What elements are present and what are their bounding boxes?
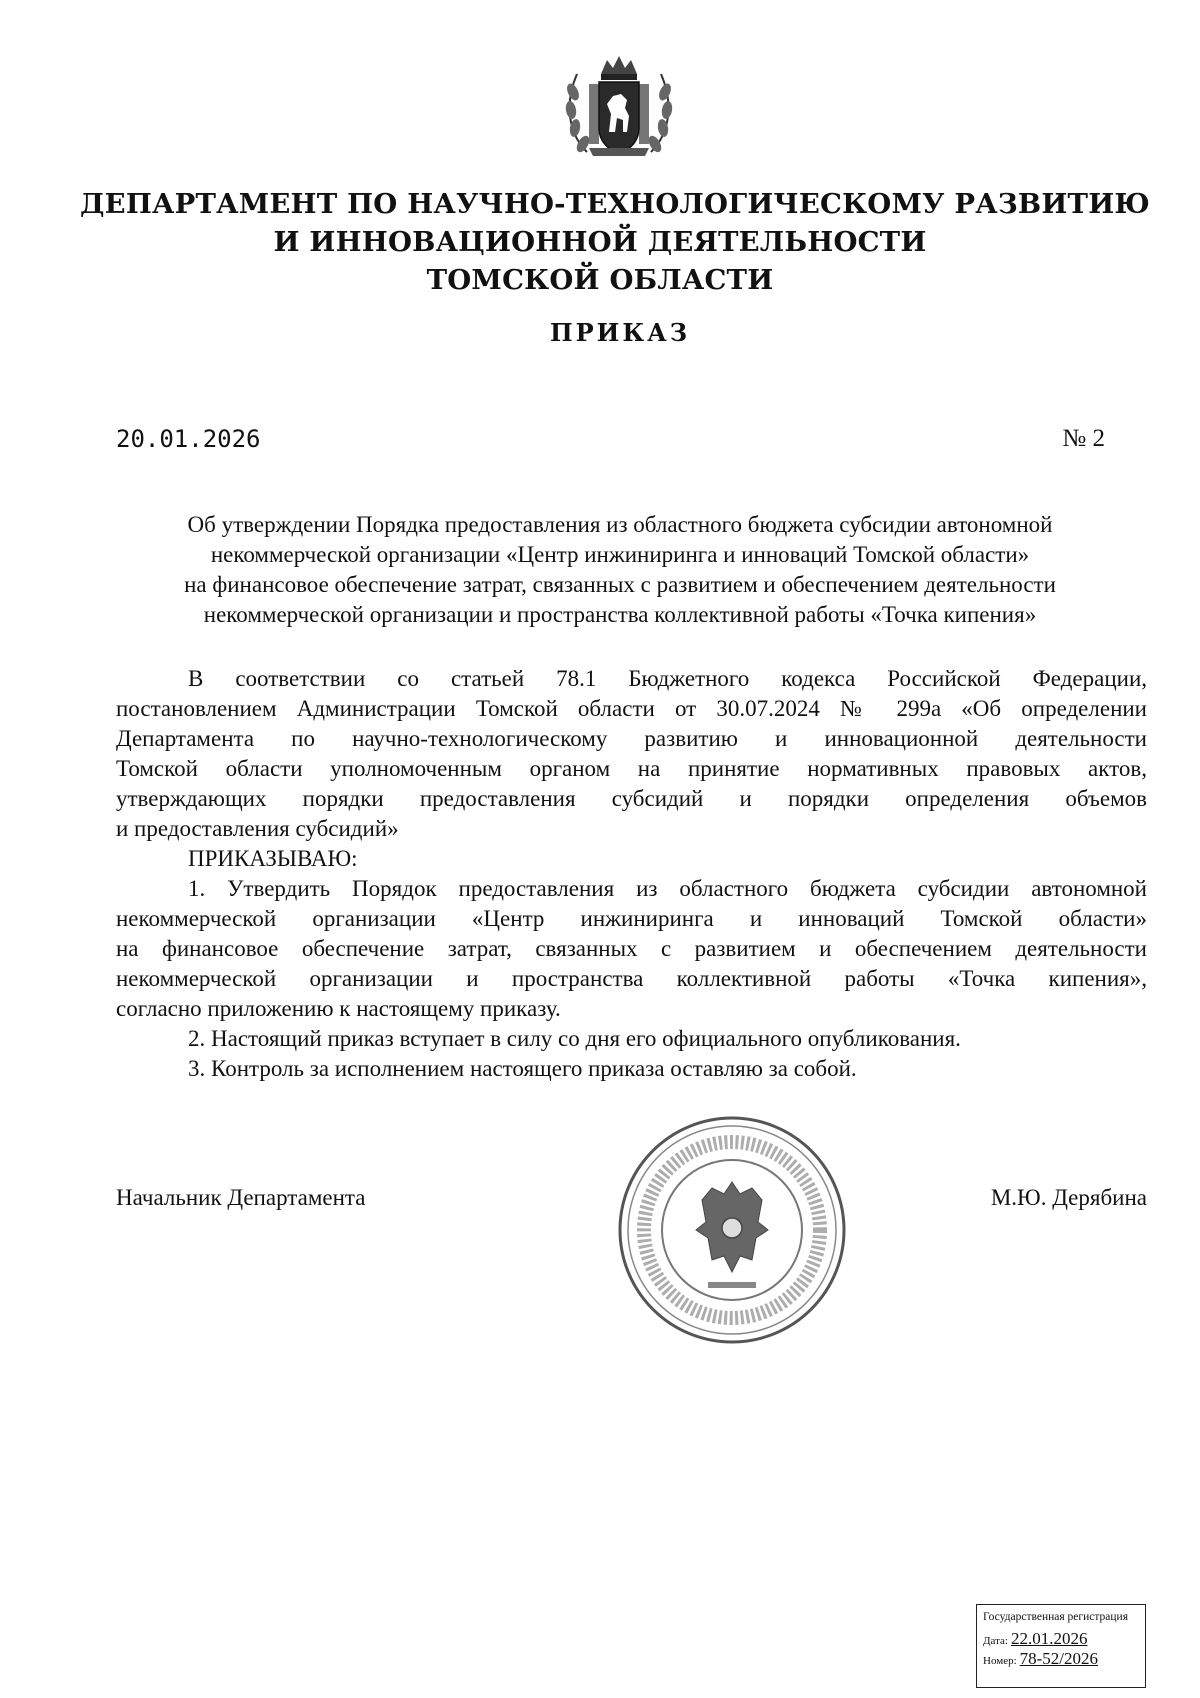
official-seal-icon: [612, 1110, 852, 1350]
preamble-line: Томской области уполномоченным органом на принятие нормативных правовых актов,: [116, 756, 1147, 781]
item-1-line: некоммерческой организации «Центр инжиниринга и инноваций Томской области»: [116, 906, 1147, 931]
signer-position: Начальник Департамента: [116, 1185, 366, 1210]
registration-number-value: 78-52/2026: [1019, 1649, 1099, 1668]
department-name-line: ТОМСКОЙ ОБЛАСТИ: [426, 264, 774, 296]
order-body: [116, 664, 1147, 1084]
registration-date-row: [983, 1631, 1139, 1649]
item-1-line: 1. Утвердить Порядок предоставления из областного бюджета субсидии автономной: [188, 876, 1147, 901]
order-number: № 2: [1062, 425, 1105, 452]
document-type-title: ПРИКАЗ: [549, 318, 691, 347]
registration-number-label: Номер:: [983, 1655, 1017, 1667]
order-subject: [100, 510, 1140, 630]
subject-line: на финансовое обеспечение затрат, связанных с развитием и обеспечением деятельности: [184, 572, 1056, 597]
subject-line: некоммерческой организации и пространства коллективной работы «Точка кипения»: [203, 602, 1037, 627]
subject-line: некоммерческой организации «Центр инжиниринга и инноваций Томской области»: [210, 542, 1030, 567]
preamble-line: В соответствии со статьей 78.1 Бюджетного кодекса Российской Федерации,: [188, 666, 1147, 691]
preamble-line: утверждающих порядки предоставления субсидий и порядки определения объемов: [116, 786, 1147, 811]
registration-date-label: Дата:: [983, 1635, 1008, 1647]
registration-number-row: [983, 1651, 1139, 1669]
department-name-line: ДЕПАРТАМЕНТ ПО НАУЧНО-ТЕХНОЛОГИЧЕСКОМУ РАЗВИТИЮ: [80, 188, 1150, 220]
subject-line: Об утверждении Порядка предоставления из областного бюджета субсидии автономной: [187, 512, 1053, 537]
signer-name: М.Ю. Дерябина: [990, 1185, 1147, 1210]
order-word: ПРИКАЗЫВАЮ:: [188, 846, 358, 871]
department-name-line: И ИННОВАЦИОННОЙ ДЕЯТЕЛЬНОСТИ: [273, 226, 927, 258]
preamble-line: постановлением Администрации Томской области от 30.07.2024 № 299а «Об определении: [116, 696, 1147, 721]
item-1-line: согласно приложению к настоящему приказу.: [116, 996, 561, 1021]
item-1-line: на финансовое обеспечение затрат, связанных с развитием и обеспечением деятельности: [116, 936, 1147, 961]
preamble-line: и предоставления субсидий»: [116, 816, 399, 841]
registration-title: Государственная регистрация: [983, 1611, 1128, 1623]
item-2: 2. Настоящий приказ вступает в силу со дня его официального опубликования.: [188, 1026, 961, 1051]
item-3: 3. Контроль за исполнением настоящего приказа оставляю за собой.: [188, 1056, 857, 1081]
department-name: [80, 185, 1150, 299]
registration-stamp: [976, 1604, 1146, 1688]
registration-date-value: 22.01.2026: [1010, 1629, 1088, 1648]
item-1-line: некоммерческой организации и пространства коллективной работы «Точка кипения»,: [116, 966, 1147, 991]
tomsk-region-coat-of-arms-icon: [559, 52, 679, 160]
order-date: 20.01.2026: [116, 425, 261, 453]
preamble-line: Департамента по научно-технологическому развитию и инновационной деятельности: [116, 726, 1147, 751]
